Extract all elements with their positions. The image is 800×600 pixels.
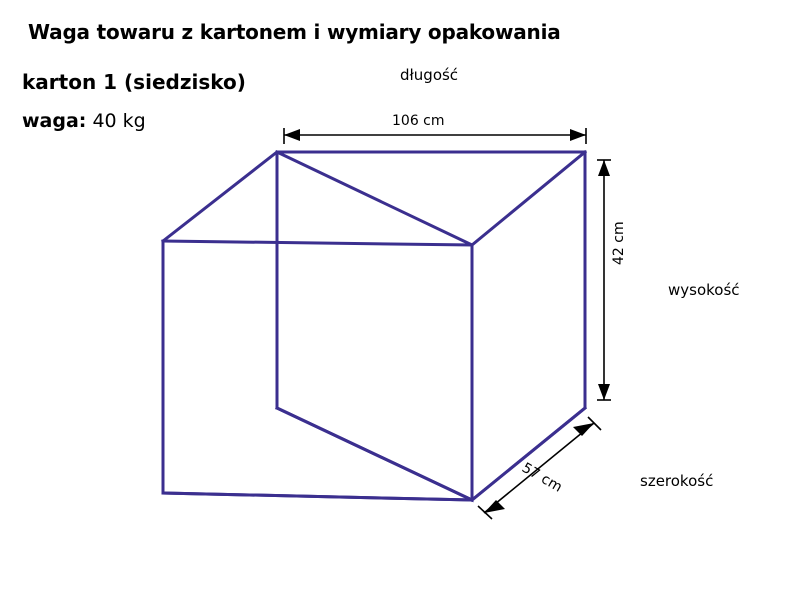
page-title: Waga towaru z kartonem i wymiary opakowania <box>28 20 561 44</box>
cube-edge-inner-top-right <box>472 152 585 245</box>
dimension-word-length: długość <box>400 66 459 84</box>
measurement-height: 42 cm <box>611 221 627 265</box>
double-arrow-horizontal-icon <box>284 129 300 141</box>
width-measure-line <box>484 423 594 513</box>
measurement-length: 106 cm <box>392 113 445 129</box>
double-arrow-diagonal-icon-start <box>484 500 505 513</box>
dimension-lines <box>284 128 611 519</box>
cube-edge-left-face <box>277 152 472 500</box>
cube-edge-bottom-left <box>277 408 472 500</box>
measurement-width: 57 cm <box>519 460 565 496</box>
carton-label: karton 1 (siedzisko) <box>22 70 246 94</box>
double-arrow-diagonal-icon-end <box>573 423 594 436</box>
dimension-word-width: szerokość <box>640 472 714 490</box>
double-arrow-horizontal-icon-right <box>570 129 586 141</box>
weight-label: waga: <box>22 110 87 132</box>
cube-edge-inner-bottom-right <box>472 408 585 500</box>
cube-wireframe <box>163 152 585 500</box>
dimension-word-height: wysokość <box>668 281 740 299</box>
weight-value: 40 kg <box>92 110 146 132</box>
dimension-arrowheads <box>284 129 610 513</box>
double-arrow-vertical-icon-bottom <box>598 384 610 400</box>
double-arrow-vertical-icon-top <box>598 160 610 176</box>
cube-edge-bottom-front <box>163 493 472 500</box>
width-measure-tick-end <box>588 417 601 430</box>
cube-edge-inner-horizontal <box>163 241 472 245</box>
